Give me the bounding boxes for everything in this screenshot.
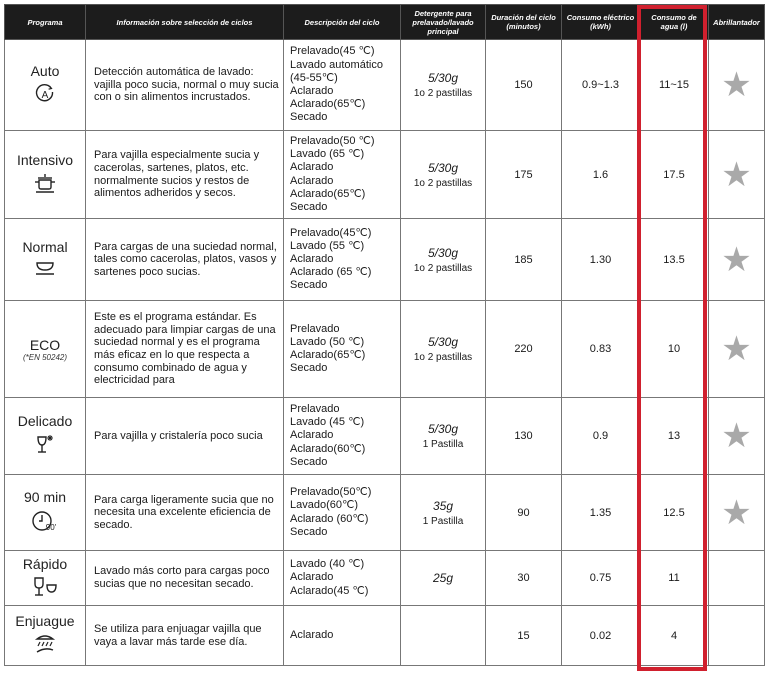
cycle-step: Secado (290, 200, 328, 213)
cycle-step: Aclarado (290, 429, 334, 442)
star-icon: ★ (721, 66, 752, 104)
cycle-step: Prelavado(45 ℃) (290, 45, 375, 58)
cycle-step: Lavado (55 ℃) (290, 239, 365, 252)
rinse-aid-cell (709, 301, 765, 398)
program-row (5, 301, 765, 398)
program-row (5, 40, 765, 131)
cycle-step: Aclarado(65℃) (290, 187, 366, 200)
cycle-description (284, 551, 401, 606)
header-consumo-electrico: Consumo eléctrico (kWh) (562, 5, 640, 40)
cycle-step: Lavado automático (290, 58, 383, 71)
detergent-cell (401, 219, 486, 301)
cycle-step: Secado (290, 279, 328, 292)
header-detergente: Detergente para prelavado/lavado principal (401, 5, 486, 40)
cycle-description (284, 219, 401, 301)
program-info: Para vajilla especialmente sucia y cacerolas, sartenes, platos, etc. normalmente sucios y restos de alimentos adheridos y secos. (86, 131, 284, 219)
cycle-step: Prelavado (290, 322, 340, 335)
detergent-cell (401, 398, 486, 475)
cycle-step: Prelavado(45℃) (290, 226, 372, 239)
program-standard: (*EN 50242) (22, 352, 68, 362)
detergent-amount: 5/30g (427, 335, 459, 349)
electric-consumption: 1.6 (562, 131, 640, 219)
cycle-step: Aclarado(65℃) (290, 349, 366, 361)
program-name: Normal (22, 239, 68, 255)
cycle-duration: 150 (486, 40, 562, 131)
program-name: Enjuague (15, 613, 75, 629)
rinse-shower-icon (6, 633, 84, 658)
cycle-step: Aclarado(45 ℃) (290, 584, 369, 597)
water-consumption: 11~15 (640, 40, 709, 131)
cycle-step: (45-55℃) (290, 71, 338, 84)
program-name: Rápido (22, 555, 68, 572)
program-cell (5, 398, 86, 475)
cycle-step: Aclarado (290, 628, 334, 641)
cycle-step: Aclarado (290, 161, 334, 174)
program-cell (5, 131, 86, 219)
cycle-description (284, 131, 401, 219)
program-cell (5, 301, 86, 398)
rinse-aid-cell (709, 551, 765, 606)
star-icon: ★ (721, 330, 752, 368)
program-name: 90 min (23, 489, 67, 505)
detergent-tablets: 1o 2 pastillas (413, 88, 473, 99)
cycle-step: Aclarado (290, 571, 334, 584)
program-cell (5, 551, 86, 606)
header-row (5, 5, 765, 40)
cycle-duration: 220 (486, 301, 562, 398)
rinse-aid-cell (709, 475, 765, 551)
cycle-duration: 15 (486, 606, 562, 666)
star-icon: ★ (721, 155, 752, 194)
program-row (5, 475, 765, 551)
rinse-aid-cell (709, 606, 765, 666)
cycle-step: Prelavado(50 ℃) (290, 134, 375, 147)
program-cell (5, 219, 86, 301)
detergent-amount: 25g (432, 571, 454, 585)
detergent-amount: 5/30g (427, 160, 459, 175)
water-consumption: 12.5 (640, 475, 709, 551)
star-icon: ★ (721, 417, 752, 455)
program-info: Se utiliza para enjuagar vajilla que vaya a lavar más tarde ese día. (86, 606, 284, 666)
star-icon: ★ (721, 493, 752, 532)
cycle-description (284, 398, 401, 475)
detergent-cell (401, 301, 486, 398)
cycle-duration: 130 (486, 398, 562, 475)
bowl-icon (6, 259, 84, 280)
program-row (5, 551, 765, 606)
program-info: Detección automática de lavado: vajilla poco sucia, normal o muy sucia con o sin alimentos incrustados. (86, 40, 284, 131)
electric-consumption: 0.9 (562, 398, 640, 475)
rinse-aid-cell (709, 219, 765, 301)
cycle-step: Secado (290, 362, 328, 375)
program-row (5, 398, 765, 475)
cycle-step: Secado (290, 525, 328, 538)
cycle-duration: 175 (486, 131, 562, 219)
program-row (5, 219, 765, 301)
cycle-step: Secado (290, 455, 328, 468)
water-consumption: 4 (640, 606, 709, 666)
detergent-tablets: 1o 2 pastillas (413, 262, 473, 274)
program-info: Para carga ligeramente sucia que no necesita una excelente eficiencia de secado. (86, 475, 284, 551)
detergent-amount: 5/30g (427, 71, 459, 85)
water-consumption: 13.5 (640, 219, 709, 301)
detergent-amount: 35g (432, 498, 454, 513)
cycle-step: Prelavado (290, 403, 340, 416)
cycle-step: Aclarado (290, 85, 334, 97)
star-icon: ★ (721, 240, 752, 279)
detergent-tablets: 1o 2 pastillas (413, 352, 473, 363)
detergent-cell (401, 131, 486, 219)
header-info: Información sobre selección de ciclos (86, 5, 284, 40)
program-name: Intensivo (16, 152, 74, 168)
program-row (5, 131, 765, 219)
detergent-amount: 5/30g (427, 245, 459, 260)
water-consumption: 13 (640, 398, 709, 475)
header-abrillantador: Abrillantador (709, 5, 765, 40)
header-duracion: Duración del ciclo (minutos) (486, 5, 562, 40)
cycle-duration: 30 (486, 551, 562, 606)
program-table (4, 4, 765, 666)
program-name: Delicado (17, 412, 73, 429)
electric-consumption: 1.30 (562, 219, 640, 301)
program-cell (5, 606, 86, 666)
glass-plate-icon (6, 576, 84, 601)
water-consumption: 10 (640, 301, 709, 398)
program-info: Este es el programa estándar. Es adecuado para limpiar cargas de una suciedad normal y es el programa más eficaz en lo que respecta a consumo combinado de agua y electricidad para (86, 301, 284, 398)
program-row (5, 606, 765, 666)
header-programa: Programa (5, 5, 86, 40)
program-info: Lavado más corto para cargas poco sucias que no necesitan secado. (86, 551, 284, 606)
rinse-aid-cell (709, 40, 765, 131)
detergent-cell (401, 40, 486, 131)
pot-icon (6, 172, 84, 197)
program-info: Para cargas de una suciedad normal, tales como cacerolas, platos, vasos y sartenes poco sucias. (86, 219, 284, 301)
cycle-duration: 185 (486, 219, 562, 301)
cycle-step: Lavado (50 ℃) (290, 335, 365, 348)
detergent-cell (401, 551, 486, 606)
svg-text:A: A (41, 89, 49, 101)
detergent-cell (401, 475, 486, 551)
cycle-description (284, 40, 401, 131)
electric-consumption: 0.83 (562, 301, 640, 398)
detergent-tablets: 1o 2 pastillas (413, 177, 473, 189)
electric-consumption: 0.75 (562, 551, 640, 606)
header-consumo-agua: Consumo de agua (l) (640, 5, 709, 40)
header-descripcion: Descripción del ciclo (284, 5, 401, 40)
program-name: ECO (29, 336, 61, 353)
cycle-step: Lavado(60℃) (290, 499, 359, 512)
clock-90-icon (6, 509, 84, 536)
detergent-cell (401, 606, 486, 666)
program-cell (5, 40, 86, 131)
cycle-step: Secado (290, 111, 328, 124)
svg-text:90': 90' (45, 523, 57, 532)
program-name: Auto (30, 62, 60, 79)
rinse-aid-cell (709, 131, 765, 219)
cycle-duration: 90 (486, 475, 562, 551)
cycle-description (284, 606, 401, 666)
electric-consumption: 0.02 (562, 606, 640, 666)
water-consumption: 11 (640, 551, 709, 606)
electric-consumption: 1.35 (562, 475, 640, 551)
cycle-step: Aclarado (65 ℃) (290, 266, 372, 279)
cycle-step: Prelavado(50℃) (290, 486, 372, 499)
program-info: Para vajilla y cristalería poco sucia (86, 398, 284, 475)
cycle-step: Aclarado(60℃) (290, 442, 366, 455)
cycle-step: Lavado (65 ℃) (290, 148, 365, 161)
detergent-tablets: 1 Pastilla (422, 515, 464, 527)
cycle-step: Aclarado (60℃) (290, 512, 369, 525)
electric-consumption: 0.9~1.3 (562, 40, 640, 131)
cycle-step: Lavado (45 ℃) (290, 416, 365, 429)
water-consumption: 17.5 (640, 131, 709, 219)
rinse-aid-cell (709, 398, 765, 475)
detergent-tablets: 1 Pastilla (422, 439, 464, 450)
glass-sparkle-icon (6, 433, 84, 460)
cycle-description (284, 475, 401, 551)
detergent-amount: 5/30g (427, 422, 459, 436)
cycle-step: Lavado (40 ℃) (290, 558, 365, 571)
auto-a-icon (6, 83, 84, 108)
cycle-description (284, 301, 401, 398)
program-cell (5, 475, 86, 551)
cycle-step: Aclarado (290, 252, 334, 265)
cycle-step: Aclarado(65℃) (290, 98, 366, 111)
cycle-step: Aclarado (290, 174, 334, 187)
